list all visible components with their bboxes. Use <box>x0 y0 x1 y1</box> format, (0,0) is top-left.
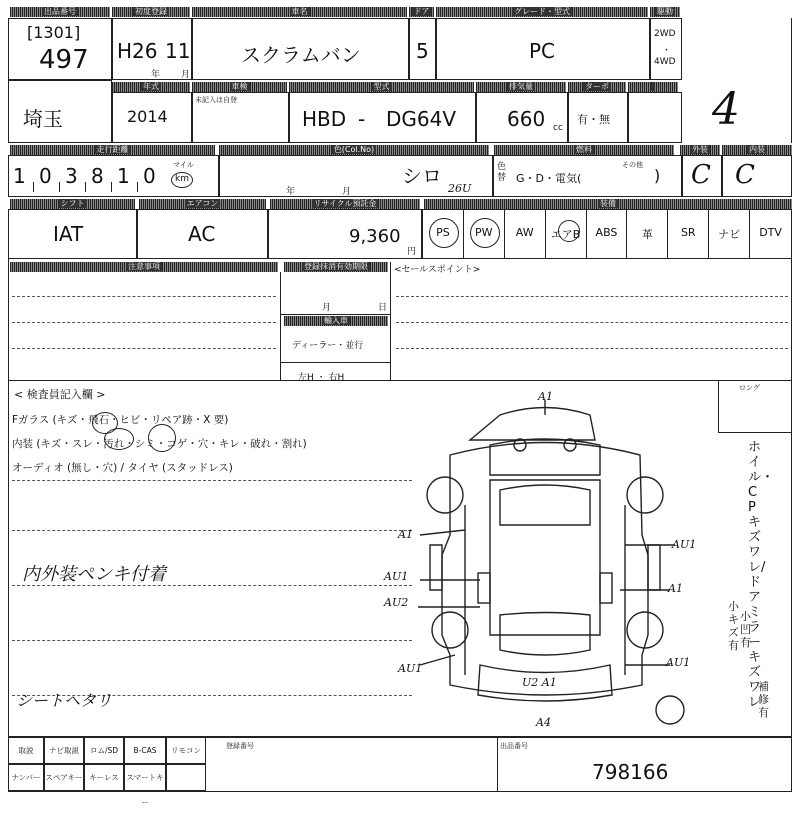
roof <box>490 480 600 635</box>
equipment-label: エアB <box>550 228 581 241</box>
equipment-box <box>422 209 792 259</box>
sales-line <box>396 322 788 323</box>
header-lot: 出品番号 <box>10 7 110 17</box>
long-label: ロング <box>739 384 760 392</box>
header-distance: 走行距離 <box>10 145 215 155</box>
inspector-line <box>12 530 412 531</box>
distance-digit: 1 <box>13 164 26 188</box>
accessory-cell <box>166 764 206 791</box>
drive-box <box>650 18 682 80</box>
interior-line: 内装 (キズ・スレ・汚れ・シミ・コゲ・穴・キレ・破れ・割れ) <box>12 438 307 450</box>
header-model-year: 年式 <box>112 82 190 92</box>
grade-box <box>436 18 650 80</box>
header-interior: 内装 <box>722 145 792 155</box>
model-year-box <box>112 92 192 143</box>
accessory-cell: スマートキー <box>124 764 166 791</box>
region-value: 埼玉 <box>23 107 63 131</box>
fuel-options: G・D・電気( <box>516 172 582 185</box>
rear-window <box>500 613 590 656</box>
blank-box <box>628 92 682 143</box>
notes-box <box>8 259 792 381</box>
accessory-cell: ナンバー <box>8 764 44 791</box>
fuel-box <box>493 155 682 197</box>
turbo-value: 有・無 <box>577 113 610 126</box>
mark-front: A1 <box>538 390 553 403</box>
reg-divider <box>280 314 390 315</box>
equipment-label: PS <box>436 226 450 239</box>
handle-value: 左H ・ 右H <box>298 373 345 383</box>
digit-separator <box>137 182 138 192</box>
shift-value: IAT <box>53 222 84 246</box>
equipment-cell <box>505 210 546 258</box>
header-doors: ドア <box>409 7 434 17</box>
bottom-divider <box>497 737 498 792</box>
right-window <box>600 573 612 603</box>
color-box <box>219 155 493 197</box>
digit-separator <box>33 182 34 192</box>
legend-l3: 補修有 <box>758 680 769 719</box>
legend-l2: 小凹 有 <box>740 610 751 649</box>
mark-left-mid: AU1 <box>384 570 409 583</box>
accessory-cell: ロム/SD <box>84 737 124 764</box>
equipment-label: ABS <box>595 226 618 239</box>
mark-left-upper: A1 <box>398 528 413 541</box>
interior-box <box>722 155 792 197</box>
header-equipment: 装備 <box>424 199 792 209</box>
distance-digit: 3 <box>65 164 78 188</box>
header-turbo: ターボ <box>568 82 626 92</box>
insp-month-label: 月 <box>342 187 352 197</box>
lot-code: [1301] <box>27 23 81 42</box>
score-box <box>682 18 792 143</box>
equipment-circle <box>429 218 459 248</box>
car-name-box <box>192 18 409 80</box>
header-car-name: 車名 <box>192 7 407 17</box>
lot-box <box>8 18 112 80</box>
interior-grade: C <box>735 160 755 190</box>
header-model-type: 型式 <box>289 82 474 92</box>
reg-month: 11 <box>165 39 191 63</box>
accessory-cell: キーレス <box>84 764 124 791</box>
equipment-label: AW <box>515 226 534 239</box>
spare-tire <box>656 696 684 724</box>
region-box <box>8 80 112 143</box>
inspector-line <box>12 640 412 641</box>
ship-no-label: 出品番号 <box>500 742 528 750</box>
distance-digit: 1 <box>117 164 130 188</box>
doors-box <box>409 18 436 80</box>
dist-unit-mile: マイル <box>173 161 194 169</box>
header-exterior: 外装 <box>680 145 720 155</box>
mark-right-bottom: AU1 <box>666 656 691 669</box>
mark-left-low: AU2 <box>384 596 409 609</box>
header-color: 色(Col.No) <box>219 145 489 155</box>
ship-number: 798166 <box>592 760 669 784</box>
header-grade: グレード・型式 <box>436 7 648 17</box>
sales-line <box>396 296 788 297</box>
circle-mark <box>148 424 176 452</box>
fuel-label: 色替 <box>497 162 507 183</box>
accessory-cell: リモコン <box>166 737 206 764</box>
handle-divider <box>280 362 390 363</box>
header-drive: 駆動 <box>650 7 680 17</box>
inspector-line <box>12 480 412 481</box>
mark-right-upper: AU1 <box>672 538 697 551</box>
model-prefix: HBD <box>302 107 347 131</box>
notes-line <box>12 322 276 323</box>
header-cc: 排気量 <box>476 82 566 92</box>
shift-box <box>8 209 137 259</box>
notes-divider-left <box>280 272 281 381</box>
grade-value: PC <box>529 39 556 63</box>
notes-divider-right <box>390 262 391 381</box>
header-first-reg: 初度登録 <box>112 7 190 17</box>
insp-year-label: 年 <box>286 187 296 197</box>
accessory-cell: ナビ取説 <box>44 737 84 764</box>
equipment-cell <box>668 210 709 258</box>
header-reg-date: 登録抹消有効期限 <box>284 262 388 272</box>
distance-digit: 8 <box>91 164 104 188</box>
wheel-front-left <box>427 477 463 513</box>
mark-right-mid: A1 <box>668 582 683 595</box>
equipment-label: DTV <box>759 226 782 239</box>
inspection-box <box>192 92 289 143</box>
header-blank <box>628 82 678 92</box>
mark-rear-bottom: A4 <box>536 716 551 729</box>
era-year: H26 <box>117 39 158 63</box>
left-window <box>478 573 490 603</box>
mark-left-bottom: AU1 <box>398 662 423 675</box>
equipment-cell <box>750 210 791 258</box>
equipment-label: ナビ <box>718 228 741 241</box>
digit-separator <box>111 182 112 192</box>
drive-2wd: 2WD <box>654 29 676 39</box>
digit-separator <box>85 182 86 192</box>
import-type: ディーラー・並行 <box>292 341 364 351</box>
dist-unit-km: km <box>171 172 193 188</box>
sales-point-label: <セールスポイント> <box>394 265 481 275</box>
first-reg-box <box>112 18 192 80</box>
exterior-box <box>682 155 722 197</box>
header-imported: 輸入車 <box>284 316 388 326</box>
equipment-cell <box>709 210 750 258</box>
model-type-box <box>289 92 476 143</box>
long-box <box>718 381 792 433</box>
mark-rear: U2 A1 <box>522 676 557 689</box>
circle-mark <box>104 428 134 450</box>
distance-box <box>8 155 219 197</box>
notes-line <box>12 296 276 297</box>
car-name: スクラムバン <box>241 43 361 67</box>
glass-line: Fガラス (キズ・飛石・ヒビ・リペア跡・X 要) <box>12 414 229 426</box>
equipment-circle <box>470 218 500 248</box>
header-inspection: 車検 <box>192 82 287 92</box>
cc-unit: cc <box>553 123 563 133</box>
aircon-value: AC <box>188 222 216 246</box>
doors-value: 5 <box>416 39 429 63</box>
accessory-cell: B-CAS <box>124 737 166 764</box>
inspection-note: 未記入は自登 <box>195 96 237 104</box>
drive-4wd: 4WD <box>654 57 676 67</box>
equipment-label: PW <box>475 226 493 239</box>
drive-dot: ・ <box>662 46 672 56</box>
model-dash: - <box>358 107 366 131</box>
reg-month-label: 月 <box>322 303 332 313</box>
header-shift: シフト <box>10 199 135 209</box>
sales-line <box>396 348 788 349</box>
digit-separator <box>59 182 60 192</box>
wheel-rear-left <box>432 612 468 648</box>
front-bumper <box>470 408 595 441</box>
fuel-close: ) <box>654 166 661 185</box>
audio-line: オーディオ (無し・穴) / タイヤ (スタッドレス) <box>12 462 233 474</box>
header-aircon: エアコン <box>139 199 266 209</box>
equipment-cell <box>627 210 668 258</box>
month-label: 月 <box>181 70 191 80</box>
turbo-box <box>568 92 628 143</box>
header-recycle: リサイクル預託金 <box>270 199 420 209</box>
cc-box <box>476 92 568 143</box>
model-year-value: 2014 <box>127 107 168 126</box>
wheel-front-right <box>627 477 663 513</box>
cc-value: 660 <box>507 107 546 131</box>
score-handwritten: 4 <box>712 84 740 135</box>
reg-no-label: 登録番号 <box>226 742 254 750</box>
color-no: 26U <box>448 182 472 195</box>
distance-digit: 0 <box>39 164 52 188</box>
aircon-box <box>137 209 268 259</box>
exterior-grade: C <box>691 160 711 190</box>
accessory-cell: 取説 <box>8 737 44 764</box>
fuel-other: その他 <box>622 161 643 169</box>
accessory-cell: スペアキー <box>44 764 84 791</box>
color-value: シロ <box>402 164 442 188</box>
left-mirror-area <box>430 545 442 590</box>
lot-number: 497 <box>39 45 89 75</box>
front-window <box>500 485 590 525</box>
equipment-circle <box>558 220 580 242</box>
equipment-cell <box>464 210 505 258</box>
equipment-cell <box>587 210 628 258</box>
header-fuel: 燃料 <box>494 145 674 155</box>
legend-l1: 小キズ 有 <box>728 600 739 652</box>
recycle-unit: 円 <box>407 247 417 257</box>
reg-day-label: 日 <box>378 303 388 313</box>
distance-digit: 0 <box>143 164 156 188</box>
equipment-label: 革 <box>641 228 653 241</box>
year-label: 年 <box>151 70 161 80</box>
model-code: DG64V <box>386 107 457 131</box>
recycle-box <box>268 209 422 259</box>
right-mirror-area <box>648 545 660 590</box>
header-notes: 注意事項 <box>10 262 278 272</box>
legend-title: ホイル・CPキズ ワレ/ドアミラー キズ ワレ <box>748 440 775 710</box>
notes-line <box>12 348 276 349</box>
equipment-label: SR <box>680 226 696 239</box>
handwritten-note-paint: 内外装ペンキ付着 <box>22 564 166 585</box>
handwritten-note-seat: シートヘタリ <box>16 691 113 710</box>
recycle-value: 9,360 <box>349 226 401 247</box>
inspector-title: < 検査員記入欄 > <box>14 388 106 401</box>
equipment-cell <box>423 210 464 258</box>
equipment-cell <box>546 210 587 258</box>
